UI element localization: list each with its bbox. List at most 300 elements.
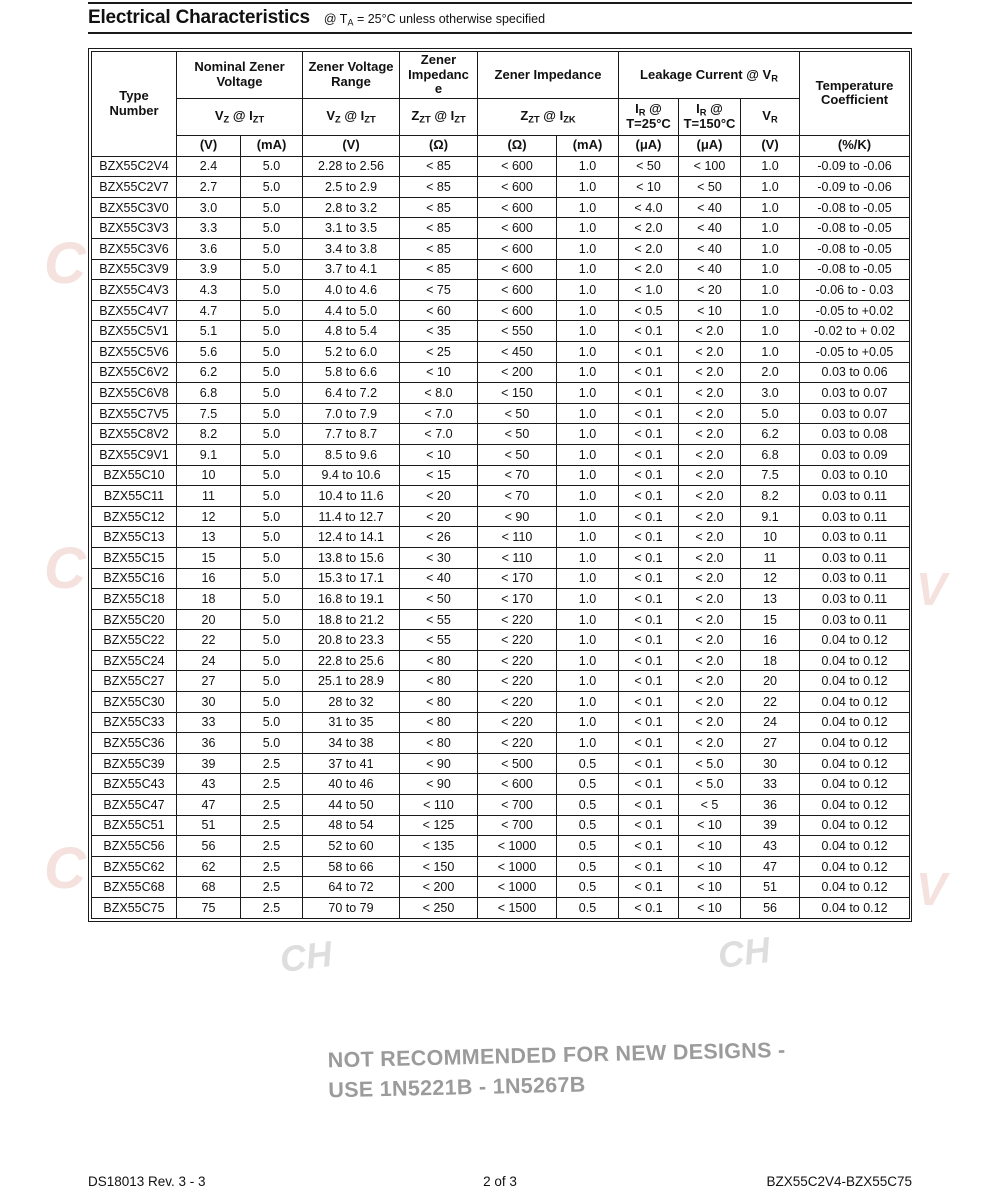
table-cell: 13 xyxy=(741,589,800,610)
table-row xyxy=(92,630,910,651)
table-row xyxy=(92,753,910,774)
table-cell: < 0.1 xyxy=(619,877,679,898)
table-cell: 5.6 xyxy=(177,341,241,362)
table-cell: BZX55C13 xyxy=(92,527,177,548)
table-cell: 1.0 xyxy=(557,568,619,589)
table-cell: < 220 xyxy=(478,609,557,630)
table-cell: BZX55C47 xyxy=(92,795,177,816)
table-cell: < 80 xyxy=(400,671,478,692)
table-cell: 25.1 to 28.9 xyxy=(303,671,400,692)
table-cell: < 220 xyxy=(478,630,557,651)
table-cell: 1.0 xyxy=(557,527,619,548)
table-cell: < 2.0 xyxy=(679,383,741,404)
unit-cell: (μA) xyxy=(619,135,679,156)
table-cell: 7.0 to 7.9 xyxy=(303,403,400,424)
table-row xyxy=(92,692,910,713)
group-leakage-current: Leakage Current @ $V_R$ xyxy=(619,52,800,99)
table-cell: < 0.1 xyxy=(619,424,679,445)
table-cell: -0.09 to -0.06 xyxy=(800,156,910,177)
table-cell: < 85 xyxy=(400,177,478,198)
table-cell: 5.0 xyxy=(241,403,303,424)
table-cell: 1.0 xyxy=(557,197,619,218)
table-row xyxy=(92,815,910,836)
table-cell: 0.04 to 0.12 xyxy=(800,774,910,795)
group-zener-voltage-range: Zener Voltage Range xyxy=(303,52,400,99)
table-cell: 5.0 xyxy=(241,280,303,301)
table-cell: < 0.1 xyxy=(619,527,679,548)
group-zener-impedance-izt: Zener Impedance xyxy=(400,52,478,99)
table-cell: < 60 xyxy=(400,300,478,321)
table-cell: 3.7 to 4.1 xyxy=(303,259,400,280)
table-cell: < 600 xyxy=(478,774,557,795)
table-cell: 5.0 xyxy=(241,239,303,260)
table-cell: BZX55C39 xyxy=(92,753,177,774)
table-cell: < 75 xyxy=(400,280,478,301)
table-cell: 5.2 to 6.0 xyxy=(303,341,400,362)
table-cell: 1.0 xyxy=(557,424,619,445)
table-cell: BZX55C3V3 xyxy=(92,218,177,239)
table-cell: < 85 xyxy=(400,156,478,177)
table-cell: BZX55C2V7 xyxy=(92,177,177,198)
table-cell: BZX55C68 xyxy=(92,877,177,898)
table-cell: 1.0 xyxy=(741,280,800,301)
table-cell: 0.03 to 0.10 xyxy=(800,465,910,486)
table-cell: < 0.1 xyxy=(619,341,679,362)
table-cell: 2.5 to 2.9 xyxy=(303,177,400,198)
table-cell: 15 xyxy=(177,547,241,568)
table-cell: < 50 xyxy=(400,589,478,610)
table-cell: 4.8 to 5.4 xyxy=(303,321,400,342)
table-cell: < 170 xyxy=(478,589,557,610)
table-cell: -0.05 to +0.02 xyxy=(800,300,910,321)
table-cell: < 55 xyxy=(400,609,478,630)
table-cell: < 220 xyxy=(478,712,557,733)
table-cell: 0.03 to 0.07 xyxy=(800,403,910,424)
table-cell: 7.7 to 8.7 xyxy=(303,424,400,445)
table-cell: 0.5 xyxy=(557,898,619,919)
table-body xyxy=(92,156,910,918)
table-cell: 1.0 xyxy=(557,156,619,177)
table-cell: 27 xyxy=(741,733,800,754)
table-cell: BZX55C3V6 xyxy=(92,239,177,260)
table-row xyxy=(92,218,910,239)
table-cell: < 0.1 xyxy=(619,753,679,774)
table-cell: 0.5 xyxy=(557,815,619,836)
table-cell: < 90 xyxy=(478,506,557,527)
table-cell: 0.5 xyxy=(557,774,619,795)
table-cell: 0.04 to 0.12 xyxy=(800,898,910,919)
unit-cell: (%/K) xyxy=(800,135,910,156)
table-cell: BZX55C3V0 xyxy=(92,197,177,218)
table-cell: 33 xyxy=(177,712,241,733)
table-cell: 0.03 to 0.07 xyxy=(800,383,910,404)
table-cell: BZX55C18 xyxy=(92,589,177,610)
watermark-fragment: V xyxy=(916,863,947,915)
table-cell: < 0.1 xyxy=(619,362,679,383)
part-range: BZX55C2V4-BZX55C75 xyxy=(766,1174,913,1189)
table-cell: 0.03 to 0.11 xyxy=(800,547,910,568)
table-cell: < 0.1 xyxy=(619,383,679,404)
table-cell: < 1000 xyxy=(478,877,557,898)
table-cell: < 600 xyxy=(478,156,557,177)
table-cell: < 550 xyxy=(478,321,557,342)
table-row xyxy=(92,671,910,692)
table-cell: 0.04 to 0.12 xyxy=(800,650,910,671)
table-row xyxy=(92,856,910,877)
table-row xyxy=(92,795,910,816)
table-cell: < 2.0 xyxy=(619,218,679,239)
notice-line-1: NOT RECOMMENDED FOR NEW DESIGNS - xyxy=(327,1037,786,1073)
table-cell: 6.4 to 7.2 xyxy=(303,383,400,404)
not-recommended-notice xyxy=(327,1035,798,1106)
table-cell: BZX55C75 xyxy=(92,898,177,919)
table-cell: < 80 xyxy=(400,650,478,671)
table-cell: < 600 xyxy=(478,197,557,218)
table-cell: < 2.0 xyxy=(679,671,741,692)
table-cell: 12 xyxy=(177,506,241,527)
watermark-fragment: CH xyxy=(277,932,335,981)
table-cell: BZX55C62 xyxy=(92,856,177,877)
table-cell: < 10 xyxy=(679,815,741,836)
watermark-fragment: CH xyxy=(715,928,773,977)
table-cell: 0.03 to 0.11 xyxy=(800,568,910,589)
unit-cell: (Ω) xyxy=(478,135,557,156)
table-cell: BZX55C11 xyxy=(92,486,177,507)
group-nominal-zener-voltage: Nominal Zener Voltage xyxy=(177,52,303,99)
table-cell: < 110 xyxy=(478,527,557,548)
table-cell: 5.0 xyxy=(241,300,303,321)
table-cell: BZX55C36 xyxy=(92,733,177,754)
table-cell: 5.0 xyxy=(241,568,303,589)
table-cell: 5.0 xyxy=(241,465,303,486)
table-cell: -0.08 to -0.05 xyxy=(800,239,910,260)
table-cell: 48 to 54 xyxy=(303,815,400,836)
table-cell: 2.5 xyxy=(241,753,303,774)
table-cell: < 600 xyxy=(478,218,557,239)
table-cell: 18 xyxy=(741,650,800,671)
table-cell: 2.5 xyxy=(241,795,303,816)
table-cell: BZX55C15 xyxy=(92,547,177,568)
table-cell: 5.0 xyxy=(241,650,303,671)
notice-line-2: USE 1N5221B - 1N5267B xyxy=(328,1072,586,1103)
table-cell: < 1000 xyxy=(478,836,557,857)
table-cell: 15 xyxy=(741,609,800,630)
watermark-fragment: C xyxy=(44,836,86,901)
table-cell: < 90 xyxy=(400,774,478,795)
table-cell: BZX55C3V9 xyxy=(92,259,177,280)
table-cell: 10 xyxy=(177,465,241,486)
table-cell: 52 to 60 xyxy=(303,836,400,857)
table-cell: BZX55C4V3 xyxy=(92,280,177,301)
table-cell: < 4.0 xyxy=(619,197,679,218)
table-cell: 3.4 to 3.8 xyxy=(303,239,400,260)
table-cell: BZX55C7V5 xyxy=(92,403,177,424)
table-cell: 1.0 xyxy=(557,300,619,321)
table-cell: < 0.1 xyxy=(619,836,679,857)
page-footer xyxy=(88,1174,912,1189)
table-cell: BZX55C33 xyxy=(92,712,177,733)
table-cell: 56 xyxy=(741,898,800,919)
table-cell: 4.0 to 4.6 xyxy=(303,280,400,301)
table-cell: BZX55C6V2 xyxy=(92,362,177,383)
table-cell: 0.04 to 0.12 xyxy=(800,836,910,857)
table-cell: 0.03 to 0.11 xyxy=(800,609,910,630)
table-cell: 6.8 xyxy=(741,444,800,465)
table-cell: 7.5 xyxy=(177,403,241,424)
table-cell: 1.0 xyxy=(741,259,800,280)
table-cell: < 2.0 xyxy=(679,630,741,651)
table-cell: < 85 xyxy=(400,259,478,280)
table-cell: < 70 xyxy=(478,465,557,486)
table-cell: 2.5 xyxy=(241,774,303,795)
table-cell: < 10 xyxy=(679,898,741,919)
table-cell: < 2.0 xyxy=(679,527,741,548)
table-cell: < 85 xyxy=(400,239,478,260)
table-cell: 5.0 xyxy=(241,527,303,548)
table-cell: 0.04 to 0.12 xyxy=(800,671,910,692)
page-title: Electrical Characteristics xyxy=(88,7,310,28)
table-cell: 3.3 xyxy=(177,218,241,239)
table-cell: < 2.0 xyxy=(679,712,741,733)
table-cell: < 2.0 xyxy=(679,609,741,630)
table-cell: 18 xyxy=(177,589,241,610)
table-cell: 1.0 xyxy=(741,321,800,342)
table-cell: < 85 xyxy=(400,197,478,218)
unit-cell: (μA) xyxy=(679,135,741,156)
table-cell: < 450 xyxy=(478,341,557,362)
table-cell: 1.0 xyxy=(557,362,619,383)
table-cell: < 0.1 xyxy=(619,774,679,795)
table-cell: < 7.0 xyxy=(400,424,478,445)
table-cell: 34 to 38 xyxy=(303,733,400,754)
table-cell: 5.8 to 6.6 xyxy=(303,362,400,383)
table-cell: < 0.1 xyxy=(619,712,679,733)
table-cell: < 10 xyxy=(400,362,478,383)
header-units-row xyxy=(92,135,910,156)
table-row xyxy=(92,465,910,486)
table-cell: 5.0 xyxy=(241,547,303,568)
table-cell: 3.9 xyxy=(177,259,241,280)
table-cell: 0.04 to 0.12 xyxy=(800,692,910,713)
table-cell: < 0.1 xyxy=(619,630,679,651)
table-cell: 5.0 xyxy=(241,630,303,651)
table-cell: 13.8 to 15.6 xyxy=(303,547,400,568)
table-cell: < 0.1 xyxy=(619,733,679,754)
table-cell: 1.0 xyxy=(557,733,619,754)
table-cell: 5.0 xyxy=(241,671,303,692)
table-cell: 4.4 to 5.0 xyxy=(303,300,400,321)
table-cell: 40 to 46 xyxy=(303,774,400,795)
table-row xyxy=(92,877,910,898)
table-cell: BZX55C6V8 xyxy=(92,383,177,404)
table-cell: 36 xyxy=(741,795,800,816)
table-cell: 1.0 xyxy=(557,506,619,527)
table-cell: < 250 xyxy=(400,898,478,919)
table-cell: 6.8 xyxy=(177,383,241,404)
unit-cell: (V) xyxy=(741,135,800,156)
table-cell: < 10 xyxy=(679,300,741,321)
table-cell: 0.04 to 0.12 xyxy=(800,630,910,651)
symbol-ir-25c: $I_R$ @ T=25°C xyxy=(619,98,679,135)
table-cell: < 35 xyxy=(400,321,478,342)
table-cell: 5.0 xyxy=(241,362,303,383)
group-zener-impedance-izk: Zener Impedance xyxy=(478,52,619,99)
table-row xyxy=(92,403,910,424)
table-cell: 64 to 72 xyxy=(303,877,400,898)
table-cell: 10.4 to 11.6 xyxy=(303,486,400,507)
table-cell: < 2.0 xyxy=(679,589,741,610)
table-cell: < 0.1 xyxy=(619,486,679,507)
table-cell: < 2.0 xyxy=(679,486,741,507)
table-cell: 1.0 xyxy=(741,177,800,198)
table-cell: 1.0 xyxy=(557,177,619,198)
table-cell: 0.03 to 0.11 xyxy=(800,506,910,527)
table-cell: 5.1 xyxy=(177,321,241,342)
table-cell: 9.1 xyxy=(177,444,241,465)
table-cell: 0.04 to 0.12 xyxy=(800,815,910,836)
table-row xyxy=(92,321,910,342)
table-cell: 2.28 to 2.56 xyxy=(303,156,400,177)
table-cell: < 8.0 xyxy=(400,383,478,404)
table-cell: 27 xyxy=(177,671,241,692)
table-cell: 70 to 79 xyxy=(303,898,400,919)
table-cell: 1.0 xyxy=(557,692,619,713)
table-row xyxy=(92,156,910,177)
table-cell: < 2.0 xyxy=(619,259,679,280)
table-cell: < 220 xyxy=(478,733,557,754)
table-cell: 2.4 xyxy=(177,156,241,177)
table-cell: 3.0 xyxy=(177,197,241,218)
table-cell: < 20 xyxy=(400,506,478,527)
table-cell: 28 to 32 xyxy=(303,692,400,713)
table-cell: < 150 xyxy=(478,383,557,404)
table-cell: 0.03 to 0.06 xyxy=(800,362,910,383)
table-cell: 1.0 xyxy=(741,218,800,239)
table-cell: < 700 xyxy=(478,795,557,816)
table-cell: < 2.0 xyxy=(679,362,741,383)
table-cell: < 80 xyxy=(400,692,478,713)
table-cell: < 40 xyxy=(679,259,741,280)
table-row xyxy=(92,650,910,671)
title-row xyxy=(88,4,912,31)
table-cell: < 80 xyxy=(400,733,478,754)
table-cell: 47 xyxy=(741,856,800,877)
table-cell: 1.0 xyxy=(741,156,800,177)
watermark-fragment: V xyxy=(916,563,947,615)
table-cell: 5.0 xyxy=(241,321,303,342)
table-cell: < 2.0 xyxy=(679,403,741,424)
table-cell: 5.0 xyxy=(241,506,303,527)
table-cell: < 10 xyxy=(679,877,741,898)
table-cell: < 2.0 xyxy=(679,733,741,754)
table-cell: < 90 xyxy=(400,753,478,774)
table-cell: 0.03 to 0.11 xyxy=(800,486,910,507)
table-cell: BZX55C9V1 xyxy=(92,444,177,465)
table-cell: 0.03 to 0.08 xyxy=(800,424,910,445)
table-cell: BZX55C10 xyxy=(92,465,177,486)
table-cell: 2.5 xyxy=(241,856,303,877)
table-cell: < 200 xyxy=(478,362,557,383)
table-cell: < 220 xyxy=(478,650,557,671)
table-cell: < 7.0 xyxy=(400,403,478,424)
table-cell: 24 xyxy=(741,712,800,733)
table-cell: 1.0 xyxy=(741,197,800,218)
page-number: 2 of 3 xyxy=(483,1174,517,1189)
table-cell: 2.5 xyxy=(241,836,303,857)
table-cell: 44 to 50 xyxy=(303,795,400,816)
title-condition-note: @ $T_A = 25^\circ C$ unless otherwise specified xyxy=(323,12,546,28)
table-row xyxy=(92,259,910,280)
table-cell: 2.5 xyxy=(241,898,303,919)
table-row xyxy=(92,197,910,218)
table-row xyxy=(92,836,910,857)
table-cell: 1.0 xyxy=(557,547,619,568)
table-cell: < 0.1 xyxy=(619,403,679,424)
table-row xyxy=(92,589,910,610)
table-cell: 9.1 xyxy=(741,506,800,527)
table-cell: 37 to 41 xyxy=(303,753,400,774)
table-cell: 1.0 xyxy=(557,259,619,280)
table-cell: < 10 xyxy=(679,836,741,857)
table-row xyxy=(92,280,910,301)
table-row xyxy=(92,177,910,198)
unit-cell: (mA) xyxy=(241,135,303,156)
table-cell: 6.2 xyxy=(741,424,800,445)
table-cell: 3.1 to 3.5 xyxy=(303,218,400,239)
table-cell: < 30 xyxy=(400,547,478,568)
table-cell: < 10 xyxy=(679,856,741,877)
table-cell: < 1000 xyxy=(478,856,557,877)
table-cell: 15.3 to 17.1 xyxy=(303,568,400,589)
table-cell: 5.0 xyxy=(241,156,303,177)
table-cell: < 2.0 xyxy=(679,341,741,362)
table-cell: < 600 xyxy=(478,239,557,260)
table-cell: < 125 xyxy=(400,815,478,836)
table-cell: < 40 xyxy=(679,239,741,260)
table-cell: 31 to 35 xyxy=(303,712,400,733)
table-cell: -0.08 to -0.05 xyxy=(800,218,910,239)
table-cell: -0.06 to - 0.03 xyxy=(800,280,910,301)
table-row xyxy=(92,733,910,754)
table-cell: 39 xyxy=(741,815,800,836)
table-cell: BZX55C56 xyxy=(92,836,177,857)
table-cell: < 50 xyxy=(619,156,679,177)
table-cell: 24 xyxy=(177,650,241,671)
table-cell: < 40 xyxy=(679,197,741,218)
unit-cell: (Ω) xyxy=(400,135,478,156)
table-cell: < 600 xyxy=(478,300,557,321)
table-cell: 58 to 66 xyxy=(303,856,400,877)
table-row xyxy=(92,712,910,733)
table-cell: 12 xyxy=(741,568,800,589)
table-cell: 5.0 xyxy=(241,444,303,465)
table-cell: -0.05 to +0.05 xyxy=(800,341,910,362)
table-cell: 4.3 xyxy=(177,280,241,301)
table-cell: < 50 xyxy=(478,444,557,465)
table-cell: < 0.1 xyxy=(619,547,679,568)
table-cell: 1.0 xyxy=(557,383,619,404)
symbol-ir-150c: $I_R$ @ T=150°C xyxy=(679,98,741,135)
table-row xyxy=(92,424,910,445)
table-row xyxy=(92,239,910,260)
col-type-number: Type Number xyxy=(92,52,177,157)
table-cell: 11.4 to 12.7 xyxy=(303,506,400,527)
table-cell: 39 xyxy=(177,753,241,774)
table-cell: 5.0 xyxy=(241,197,303,218)
table-cell: 1.0 xyxy=(557,321,619,342)
table-cell: BZX55C16 xyxy=(92,568,177,589)
table-cell: BZX55C5V6 xyxy=(92,341,177,362)
